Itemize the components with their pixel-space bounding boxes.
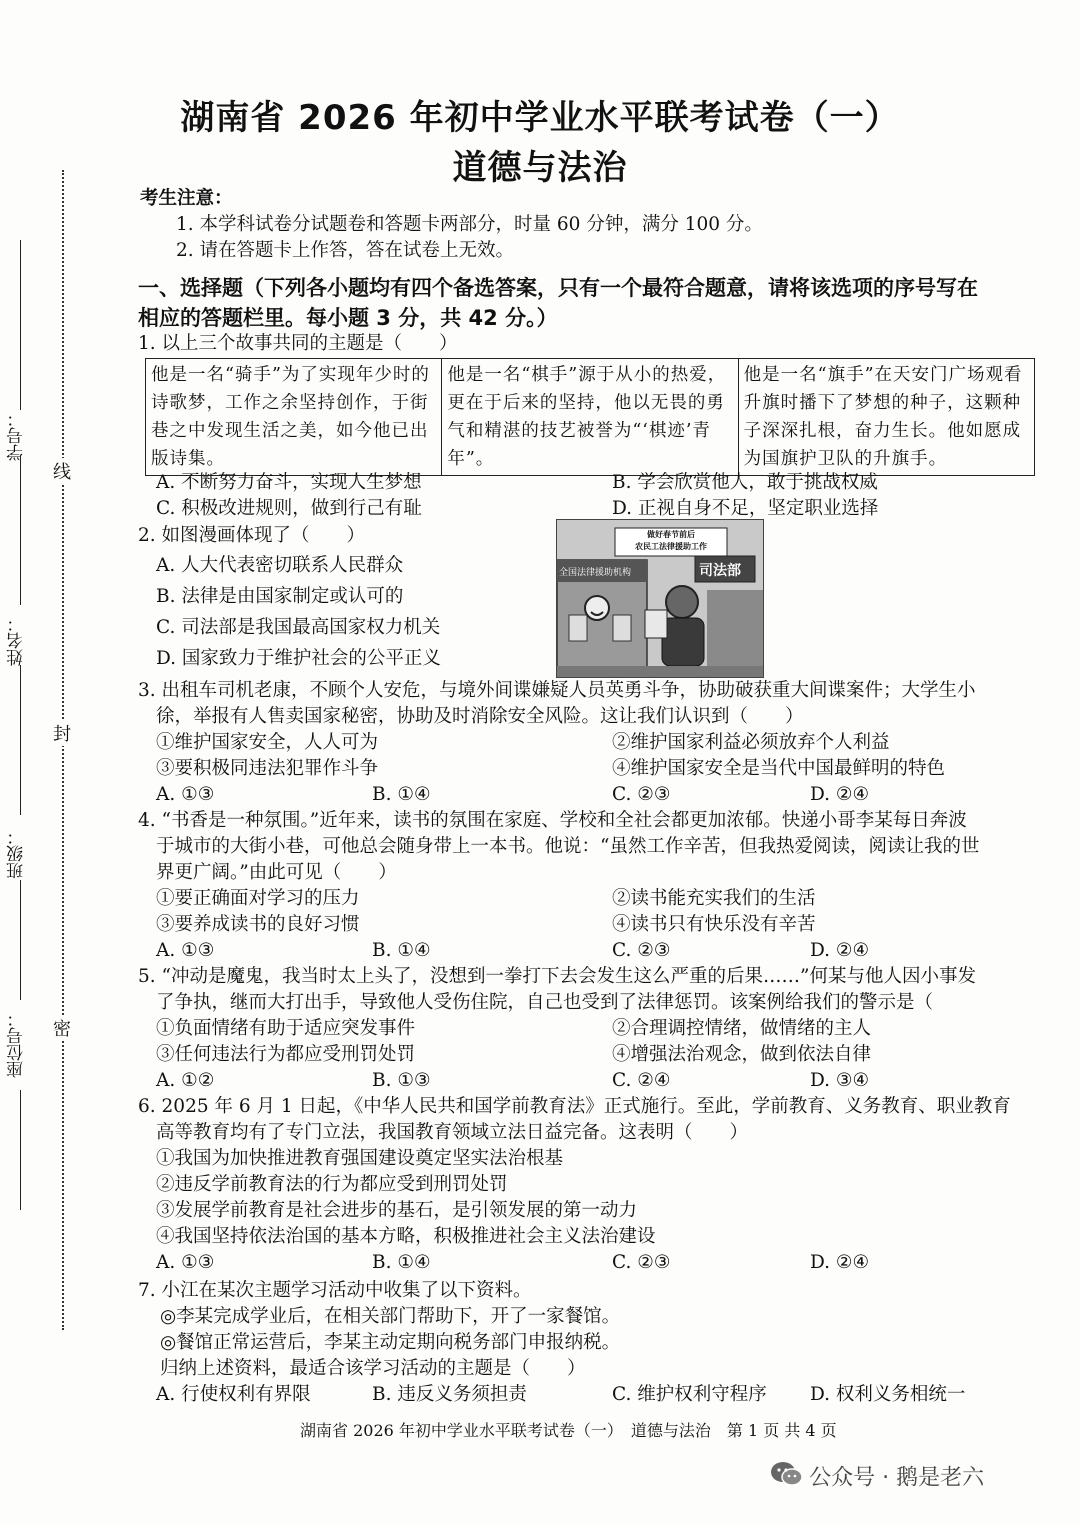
q7-stem: 7. 小江在某次主题学习活动中收集了以下资料。 <box>138 1280 532 1301</box>
story-flag: 他是一名“旗手”在天安门广场观看升旗时播下了梦想的种子，这颗种子深深扎根，奋力生长。他如愿成为国旗护卫队的升旗手。 <box>738 359 1034 476</box>
binding-dotted-line <box>62 170 64 1330</box>
q7-option-a: A. 行使权利有界限 <box>156 1384 311 1405</box>
q6-option-a: A. ①③ <box>156 1252 215 1273</box>
q2-option-c: C. 司法部是我国最高国家权力机关 <box>156 617 441 638</box>
q5-line2: 了争执，继而大打出手，导致他人受伤住院，自己也受到了法律惩罚。该案例给我们的警示是（ <box>156 992 934 1013</box>
q7-question: 归纳上述资料，最适合该学习活动的主题是（ ） <box>160 1358 586 1379</box>
notice-item-1: 1. 本学科试卷分试题卷和答题卡两部分，时量 60 分钟，满分 100 分。 <box>176 214 763 235</box>
underline-name <box>20 455 21 605</box>
q6-option-d: D. ②④ <box>810 1252 870 1273</box>
q3-item-1: ①维护国家安全，人人可为 <box>156 732 379 753</box>
q6-option-b: B. ①④ <box>372 1252 431 1273</box>
story-chess: 他是一名“棋手”源于从小的热爱，更在于后来的坚持，他以无畏的勇气和精湛的技艺被誉为“‘棋迹’青年”。 <box>442 359 738 476</box>
field-student-id: 学号： <box>7 410 27 461</box>
q3-option-b: B. ①④ <box>372 784 431 805</box>
q6-line2: 高等教育均有了专门立法，我国教育领域立法日益完备。这表明（ ） <box>156 1122 749 1143</box>
q1-stem: 1. 以上三个故事共同的主题是（ ） <box>138 333 458 354</box>
underline-class <box>20 665 21 815</box>
underline-seat-extra <box>20 1090 21 1210</box>
q1-story-table <box>145 358 1035 476</box>
page-footer: 湖南省 2026 年初中学业水平联考试卷（一） 道德与法治 第 1 页 共 4 页 <box>300 1421 837 1440</box>
q3-item-3: ③要积极同违法犯罪作斗争 <box>156 758 379 779</box>
q3-option-a: A. ①③ <box>156 784 215 805</box>
q4-line3: 界更广阔。”由此可见（ ） <box>156 862 397 883</box>
q3-item-4: ④维护国家安全是当代中国最鲜明的特色 <box>612 758 946 779</box>
q5-option-c: C. ②④ <box>612 1070 671 1091</box>
field-name: 姓名： <box>7 615 27 666</box>
q1-option-d: D. 正视自身不足，坚定职业选择 <box>612 498 879 519</box>
q6-item-2: ②违反学前教育法的行为都应受到刑罚处罚 <box>156 1174 508 1195</box>
seal-mark-secret: 密 <box>53 1015 71 1041</box>
q6-option-c: C. ②③ <box>612 1252 671 1273</box>
q5-item-1: ①负面情绪有助于适应突发事件 <box>156 1018 416 1039</box>
q4-item-3: ③要养成读书的良好习惯 <box>156 914 360 935</box>
q2-cartoon <box>556 519 764 678</box>
q4-item-4: ④读书只有快乐没有辛苦 <box>612 914 816 935</box>
field-class: 班级： <box>7 828 27 879</box>
q4-item-1: ①要正确面对学习的压力 <box>156 888 360 909</box>
cartoon-banner-text: 做好春节前后 农民工法律援助工作 <box>635 530 707 551</box>
q7-option-b: B. 违反义务须担责 <box>372 1384 527 1405</box>
q5-item-3: ③任何违法行为都应受刑罚处罚 <box>156 1044 416 1065</box>
q3-option-d: D. ②④ <box>810 784 870 805</box>
q7-item-1: ◎李某完成学业后，在相关部门帮助下，开了一家餐馆。 <box>160 1306 621 1327</box>
wechat-icon <box>770 1460 804 1492</box>
q7-option-d: D. 权利义务相统一 <box>810 1384 966 1405</box>
story-rider: 他是一名“骑手”为了实现年少时的诗歌梦，工作之余坚持创作，于街巷之中发现生活之美，如今他已出版诗集。 <box>146 359 442 476</box>
notice-heading: 考生注意： <box>140 188 233 209</box>
q3-line1: 3. 出租车司机老康，不顾个人安危，与境外间谍嫌疑人员英勇斗争，协助破获重大间谍案件；大学生小 <box>138 680 976 701</box>
q5-option-a: A. ①② <box>156 1070 215 1091</box>
q1-option-b: B. 学会欣赏他人，敢于挑战权威 <box>612 472 878 493</box>
q1-option-a: A. 不断努力奋斗，实现人生梦想 <box>156 472 422 493</box>
q7-item-2: ◎餐馆正常运营后，李某主动定期向税务部门申报纳税。 <box>160 1332 621 1353</box>
q3-item-2: ②维护国家利益必须放弃个人利益 <box>612 732 890 753</box>
seal-mark-line: 线 <box>53 458 71 484</box>
q6-item-4: ④我国坚持依法治国的基本方略，积极推进社会主义法治建设 <box>156 1226 656 1247</box>
q6-item-1: ①我国为加快推进教育强国建设奠定坚实法治根基 <box>156 1148 564 1169</box>
q4-option-b: B. ①④ <box>372 940 431 961</box>
q5-line1: 5. “冲动是魔鬼，我当时太上头了，没想到一拳打下去会发生这么严重的后果……”何某与他人因小事发 <box>138 966 976 987</box>
q4-option-c: C. ②③ <box>612 940 671 961</box>
notice-item-2: 2. 请在答题卡上作答，答在试卷上无效。 <box>176 240 515 261</box>
q5-item-2: ②合理调控情绪，做情绪的主人 <box>612 1018 872 1039</box>
q4-option-d: D. ②④ <box>810 940 870 961</box>
q5-item-4: ④增强法治观念，做到依法自律 <box>612 1044 872 1065</box>
watermark <box>770 1460 984 1492</box>
q2-option-d: D. 国家致力于维护社会的公平正义 <box>156 648 441 669</box>
underline-student-id <box>20 240 21 410</box>
underline-seat <box>20 880 21 1000</box>
q5-option-b: B. ①③ <box>372 1070 431 1091</box>
q4-line1: 4. “书香是一种氛围。”近年来，读书的氛围在家庭、学校和全社会都更加浓郁。快递小哥李某每日奔波 <box>138 810 967 831</box>
cartoon-sign-text: 司法部 <box>699 563 741 579</box>
q7-option-c: C. 维护权利守程序 <box>612 1384 767 1405</box>
exam-title: 湖南省 2026 年初中学业水平联考试卷（一） <box>180 98 900 138</box>
q6-line1: 6. 2025 年 6 月 1 日起，《中华人民共和国学前教育法》正式施行。至此，学前教育、义务教育、职业教育 <box>138 1096 1011 1117</box>
seal-mark-seal: 封 <box>53 720 71 746</box>
q2-stem: 2. 如图漫画体现了（ ） <box>138 525 366 546</box>
q4-line2: 于城市的大街小巷，可他总会随身带上一本书。他说：“虽然工作辛苦，但我热爱阅读，阅读让我的世 <box>156 836 980 857</box>
field-seat: 座位号： <box>7 1010 27 1078</box>
q4-option-a: A. ①③ <box>156 940 215 961</box>
watermark-text: 公众号 · 鹅是老六 <box>809 1465 985 1491</box>
q3-option-c: C. ②③ <box>612 784 671 805</box>
q3-line2: 徐，举报有人售卖国家秘密，协助及时消除安全风险。这让我们认识到（ ） <box>156 706 804 727</box>
q5-option-d: D. ③④ <box>810 1070 870 1091</box>
q4-item-2: ②读书能充实我们的生活 <box>612 888 816 909</box>
q1-option-c: C. 积极改进规则，做到行己有耻 <box>156 498 422 519</box>
subject-title: 道德与法治 <box>452 148 628 188</box>
section-heading-line1: 一、选择题（下列各小题均有四个备选答案，只有一个最符合题意，请将该选项的序号写在 <box>138 276 978 300</box>
cartoon-building-text: 全国法律援助机构 <box>559 568 632 578</box>
section-heading-line2: 相应的答题栏里。每小题 3 分，共 42 分。） <box>138 306 558 330</box>
q2-option-b: B. 法律是由国家制定或认可的 <box>156 586 404 607</box>
q2-option-a: A. 人大代表密切联系人民群众 <box>156 555 404 576</box>
q6-item-3: ③发展学前教育是社会进步的基石，是引领发展的第一动力 <box>156 1200 638 1221</box>
